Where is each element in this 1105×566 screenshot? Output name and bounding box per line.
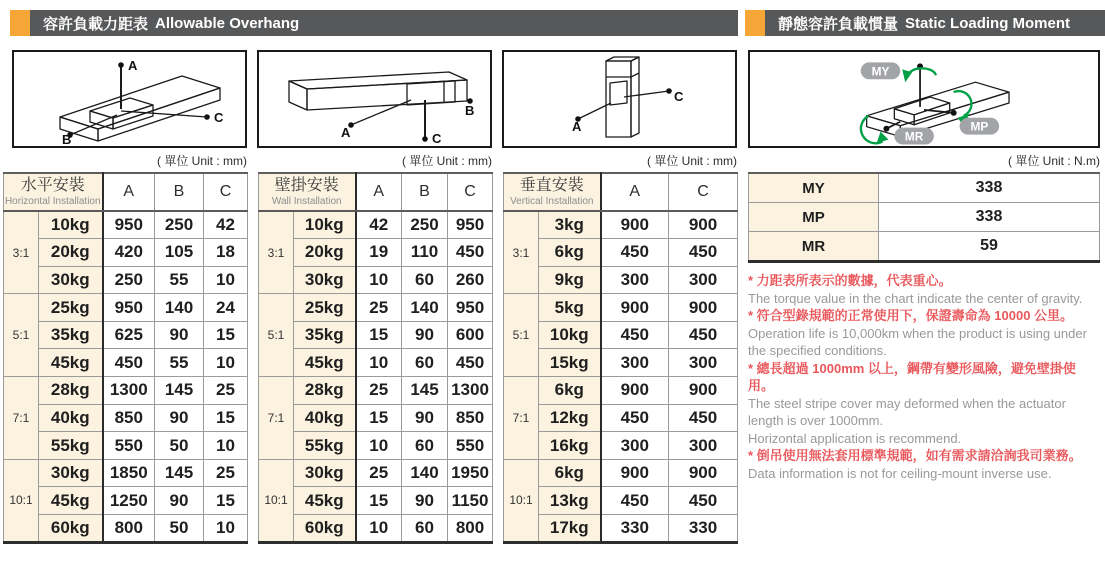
ratio-cell: 5:1 (259, 294, 294, 377)
load-cell: 30kg (39, 459, 103, 487)
table-row (749, 203, 1100, 232)
unit-label-mm: ( 單位 Unit : mm) (647, 154, 737, 168)
moment-value-mr: 59 (879, 232, 1100, 262)
column-header: A (601, 173, 669, 211)
value-cell: 15 (204, 404, 248, 432)
table-row (504, 377, 738, 405)
value-cell: 25 (356, 459, 402, 487)
value-cell: 50 (155, 432, 204, 460)
moment-value-my: 338 (879, 173, 1100, 203)
load-cell: 10kg (539, 321, 601, 349)
moment-pill-labels (861, 62, 999, 144)
ratio-cell: 10:1 (259, 459, 294, 542)
value-cell: 60 (402, 515, 448, 543)
table-row (504, 239, 738, 267)
wall-actuator-drawing (259, 52, 490, 146)
wall-install-table-block (258, 153, 492, 544)
load-cell: 55kg (39, 432, 103, 460)
note-line: * 符合型錄規範的正常使用下，保證壽命為 10000 公里。 (748, 308, 1074, 323)
value-cell: 450 (601, 321, 669, 349)
axis-b-label: B (62, 132, 72, 146)
value-cell: 300 (601, 432, 669, 460)
value-cell: 800 (103, 515, 155, 543)
value-cell: 10 (356, 432, 402, 460)
value-cell: 1150 (448, 487, 493, 515)
horizontal-install-table-block (3, 153, 247, 544)
install-type-header (504, 173, 601, 211)
moment-diagram (748, 50, 1100, 148)
value-cell: 15 (356, 321, 402, 349)
table-row (4, 294, 248, 322)
table-row (504, 459, 738, 487)
table-row (4, 377, 248, 405)
horizontal-install-diagram (12, 50, 247, 148)
table-row (259, 266, 493, 294)
value-cell: 450 (669, 404, 738, 432)
value-cell: 15 (356, 487, 402, 515)
load-cell: 20kg (39, 239, 103, 267)
value-cell: 450 (601, 404, 669, 432)
table-row (259, 321, 493, 349)
overhang-header-text (30, 10, 738, 36)
value-cell: 145 (155, 377, 204, 405)
install-type-header (259, 173, 356, 211)
value-cell: 450 (669, 239, 738, 267)
value-cell: 900 (601, 459, 669, 487)
value-cell: 1300 (103, 377, 155, 405)
value-cell: 450 (448, 239, 493, 267)
orange-accent-square (745, 10, 765, 36)
ratio-cell: 3:1 (504, 211, 539, 294)
table-row (504, 515, 738, 543)
note-line: The torque value in the chart indicate the center of gravity. (748, 290, 1083, 306)
value-cell: 25 (356, 294, 402, 322)
value-cell: 260 (448, 266, 493, 294)
load-cell: 60kg (39, 515, 103, 543)
ratio-cell: 7:1 (259, 377, 294, 460)
note-line: Data information is not for ceiling-mount inverse use. (748, 465, 1052, 481)
value-cell: 900 (669, 294, 738, 322)
value-cell: 600 (448, 321, 493, 349)
axis-a-label: A (572, 119, 582, 134)
table-row (749, 232, 1100, 262)
table-row (4, 266, 248, 294)
value-cell: 10 (356, 266, 402, 294)
table-row (259, 432, 493, 460)
value-cell: 950 (448, 294, 493, 322)
mp-pill-label: MP (970, 119, 989, 134)
vertical-actuator-drawing (504, 52, 735, 146)
load-cell: 10kg (294, 211, 356, 239)
table-row (504, 404, 738, 432)
value-cell: 300 (601, 266, 669, 294)
load-cell: 40kg (294, 404, 356, 432)
load-cell: 10kg (39, 211, 103, 239)
table-row (259, 515, 493, 543)
value-cell: 60 (402, 266, 448, 294)
install-type-en: Vertical Installation (510, 195, 594, 207)
load-cell: 45kg (39, 349, 103, 377)
load-cell: 6kg (539, 239, 601, 267)
table-row (259, 211, 493, 239)
value-cell: 145 (155, 459, 204, 487)
table-row (4, 239, 248, 267)
value-cell: 140 (155, 294, 204, 322)
value-cell: 90 (402, 321, 448, 349)
ratio-cell: 5:1 (504, 294, 539, 377)
table-row (504, 211, 738, 239)
load-cell: 55kg (294, 432, 356, 460)
moment-header-text (765, 10, 1105, 36)
axis-a-label: A (341, 125, 351, 140)
install-type-zh: 垂直安裝 (519, 177, 584, 195)
table-row (504, 432, 738, 460)
wall-install-table (258, 172, 493, 544)
value-cell: 550 (448, 432, 493, 460)
axis-c-label: C (432, 131, 442, 146)
table-row (259, 239, 493, 267)
ratio-cell: 7:1 (4, 377, 39, 460)
install-type-zh: 壁掛安裝 (274, 177, 339, 195)
table-row (4, 459, 248, 487)
axis-c-label: C (674, 89, 684, 104)
ratio-cell: 7:1 (504, 377, 539, 460)
column-header: A (356, 173, 402, 211)
value-cell: 140 (402, 459, 448, 487)
value-cell: 1300 (448, 377, 493, 405)
value-cell: 450 (669, 321, 738, 349)
mr-pill-label: MR (904, 129, 924, 144)
value-cell: 18 (204, 239, 248, 267)
value-cell: 300 (601, 349, 669, 377)
load-cell: 25kg (39, 294, 103, 322)
ratio-cell: 3:1 (259, 211, 294, 294)
overhang-title-en: Allowable Overhang (155, 14, 300, 32)
value-cell: 25 (204, 459, 248, 487)
value-cell: 1250 (103, 487, 155, 515)
value-cell: 420 (103, 239, 155, 267)
value-cell: 19 (356, 239, 402, 267)
overhang-title-zh: 容許負載力距表 (43, 15, 149, 33)
load-cell: 5kg (539, 294, 601, 322)
value-cell: 42 (204, 211, 248, 239)
value-cell: 55 (155, 266, 204, 294)
value-cell: 10 (204, 515, 248, 543)
load-cell: 30kg (294, 266, 356, 294)
value-cell: 10 (356, 349, 402, 377)
moment-table-block (748, 153, 1100, 482)
value-cell: 105 (155, 239, 204, 267)
value-cell: 950 (448, 211, 493, 239)
table-row (259, 404, 493, 432)
column-header: C (204, 173, 248, 211)
note-line: Horizontal application is recommend. (748, 430, 962, 446)
moment-section-header (745, 10, 1105, 36)
load-cell: 28kg (39, 377, 103, 405)
value-cell: 450 (601, 487, 669, 515)
value-cell: 60 (402, 349, 448, 377)
value-cell: 800 (448, 515, 493, 543)
value-cell: 250 (103, 266, 155, 294)
table-row (259, 349, 493, 377)
value-cell: 850 (103, 404, 155, 432)
install-type-en: Wall Installation (271, 195, 342, 207)
wall-install-diagram (257, 50, 492, 148)
value-cell: 10 (204, 266, 248, 294)
load-cell: 45kg (294, 487, 356, 515)
horizontal-install-table (3, 172, 248, 544)
value-cell: 300 (669, 266, 738, 294)
load-cell: 16kg (539, 432, 601, 460)
value-cell: 900 (669, 211, 738, 239)
load-cell: 6kg (539, 377, 601, 405)
table-row (749, 173, 1100, 203)
load-cell: 35kg (294, 321, 356, 349)
value-cell: 330 (669, 515, 738, 543)
column-header: C (448, 173, 493, 211)
table-row (504, 487, 738, 515)
note-line: * 總長超過 1000mm 以上，鋼帶有變形風險，避免壁掛使用。 (748, 360, 1076, 393)
value-cell: 900 (601, 294, 669, 322)
ratio-cell: 5:1 (4, 294, 39, 377)
value-cell: 450 (601, 239, 669, 267)
vertical-install-diagram (502, 50, 737, 148)
value-cell: 15 (356, 404, 402, 432)
value-cell: 550 (103, 432, 155, 460)
value-cell: 850 (448, 404, 493, 432)
install-type-header (4, 173, 103, 211)
load-cell: 6kg (539, 459, 601, 487)
moment-label-mp: MP (749, 203, 879, 232)
load-cell: 20kg (294, 239, 356, 267)
note-line: * 力距表所表示的數據，代表重心。 (748, 273, 952, 288)
moment-label-my: MY (749, 173, 879, 203)
value-cell: 450 (448, 349, 493, 377)
value-cell: 24 (204, 294, 248, 322)
note-line: * 倒吊使用無法套用標準規範，如有需求請洽詢我司業務。 (748, 448, 1082, 463)
axis-a-label: A (128, 58, 138, 73)
value-cell: 50 (155, 515, 204, 543)
load-cell: 25kg (294, 294, 356, 322)
value-cell: 90 (155, 404, 204, 432)
load-cell: 15kg (539, 349, 601, 377)
table-header-row (4, 173, 248, 211)
axis-c-label: C (214, 110, 224, 125)
load-cell: 12kg (539, 404, 601, 432)
value-cell: 10 (204, 349, 248, 377)
moment-table (748, 172, 1100, 263)
unit-label-mm: ( 單位 Unit : mm) (402, 154, 492, 168)
value-cell: 25 (204, 377, 248, 405)
value-cell: 145 (402, 377, 448, 405)
value-cell: 900 (669, 377, 738, 405)
vertical-install-table-block (503, 153, 737, 544)
moment-label-mr: MR (749, 232, 879, 262)
ratio-cell: 3:1 (4, 211, 39, 294)
load-cell: 45kg (294, 349, 356, 377)
value-cell: 950 (103, 294, 155, 322)
moment-title-en: Static Loading Moment (905, 14, 1071, 32)
value-cell: 330 (601, 515, 669, 543)
value-cell: 42 (356, 211, 402, 239)
axis-b-label: B (465, 103, 475, 118)
value-cell: 25 (356, 377, 402, 405)
load-cell: 60kg (294, 515, 356, 543)
value-cell: 450 (669, 487, 738, 515)
load-cell: 9kg (539, 266, 601, 294)
value-cell: 250 (402, 211, 448, 239)
overhang-section-header (10, 10, 738, 36)
value-cell: 15 (204, 321, 248, 349)
value-cell: 900 (601, 377, 669, 405)
table-row (4, 432, 248, 460)
column-header: C (669, 173, 738, 211)
value-cell: 140 (402, 294, 448, 322)
table-row (504, 266, 738, 294)
load-cell: 13kg (539, 487, 601, 515)
ratio-cell: 10:1 (4, 459, 39, 542)
table-row (4, 211, 248, 239)
value-cell: 450 (103, 349, 155, 377)
table-header-row (259, 173, 493, 211)
install-type-en: Horizontal Installation (4, 195, 101, 207)
my-pill-label: MY (871, 64, 890, 79)
vertical-install-table (503, 172, 738, 544)
value-cell: 10 (356, 515, 402, 543)
table-row (4, 349, 248, 377)
value-cell: 625 (103, 321, 155, 349)
load-cell: 45kg (39, 487, 103, 515)
table-header-row (504, 173, 738, 211)
value-cell: 10 (204, 432, 248, 460)
ratio-cell: 10:1 (504, 459, 539, 542)
load-cell: 3kg (539, 211, 601, 239)
value-cell: 250 (155, 211, 204, 239)
notes-list (748, 272, 1100, 482)
table-row (4, 404, 248, 432)
note-line: The steel stripe cover may deformed when the actuator length is over 1000mm. (748, 395, 1066, 428)
table-row (259, 487, 493, 515)
moment-actuator-drawing (750, 52, 1098, 146)
note-line: Operation life is 10,000km when the product is using under the specified conditions. (748, 325, 1087, 358)
install-type-zh: 水平安裝 (20, 177, 85, 195)
load-cell: 30kg (39, 266, 103, 294)
column-header: B (155, 173, 204, 211)
value-cell: 900 (601, 211, 669, 239)
value-cell: 300 (669, 349, 738, 377)
table-row (259, 377, 493, 405)
table-row (504, 349, 738, 377)
table-row (4, 487, 248, 515)
table-row (259, 459, 493, 487)
value-cell: 55 (155, 349, 204, 377)
value-cell: 90 (402, 487, 448, 515)
moment-value-mp: 338 (879, 203, 1100, 232)
load-cell: 28kg (294, 377, 356, 405)
value-cell: 60 (402, 432, 448, 460)
value-cell: 90 (155, 487, 204, 515)
value-cell: 15 (204, 487, 248, 515)
moment-title-zh: 靜態容許負載慣量 (778, 15, 899, 33)
horizontal-actuator-drawing (14, 52, 245, 146)
table-row (504, 294, 738, 322)
load-cell: 17kg (539, 515, 601, 543)
value-cell: 1850 (103, 459, 155, 487)
table-row (4, 321, 248, 349)
table-row (504, 321, 738, 349)
column-header: B (402, 173, 448, 211)
value-cell: 300 (669, 432, 738, 460)
table-row (4, 515, 248, 543)
value-cell: 950 (103, 211, 155, 239)
value-cell: 110 (402, 239, 448, 267)
column-header: A (103, 173, 155, 211)
load-cell: 40kg (39, 404, 103, 432)
unit-label-mm: ( 單位 Unit : mm) (157, 154, 247, 168)
load-cell: 35kg (39, 321, 103, 349)
value-cell: 90 (155, 321, 204, 349)
load-cell: 30kg (294, 459, 356, 487)
unit-label-nm: ( 單位 Unit : N.m) (1008, 154, 1100, 168)
value-cell: 1950 (448, 459, 493, 487)
table-row (259, 294, 493, 322)
value-cell: 900 (669, 459, 738, 487)
orange-accent-square (10, 10, 30, 36)
value-cell: 90 (402, 404, 448, 432)
